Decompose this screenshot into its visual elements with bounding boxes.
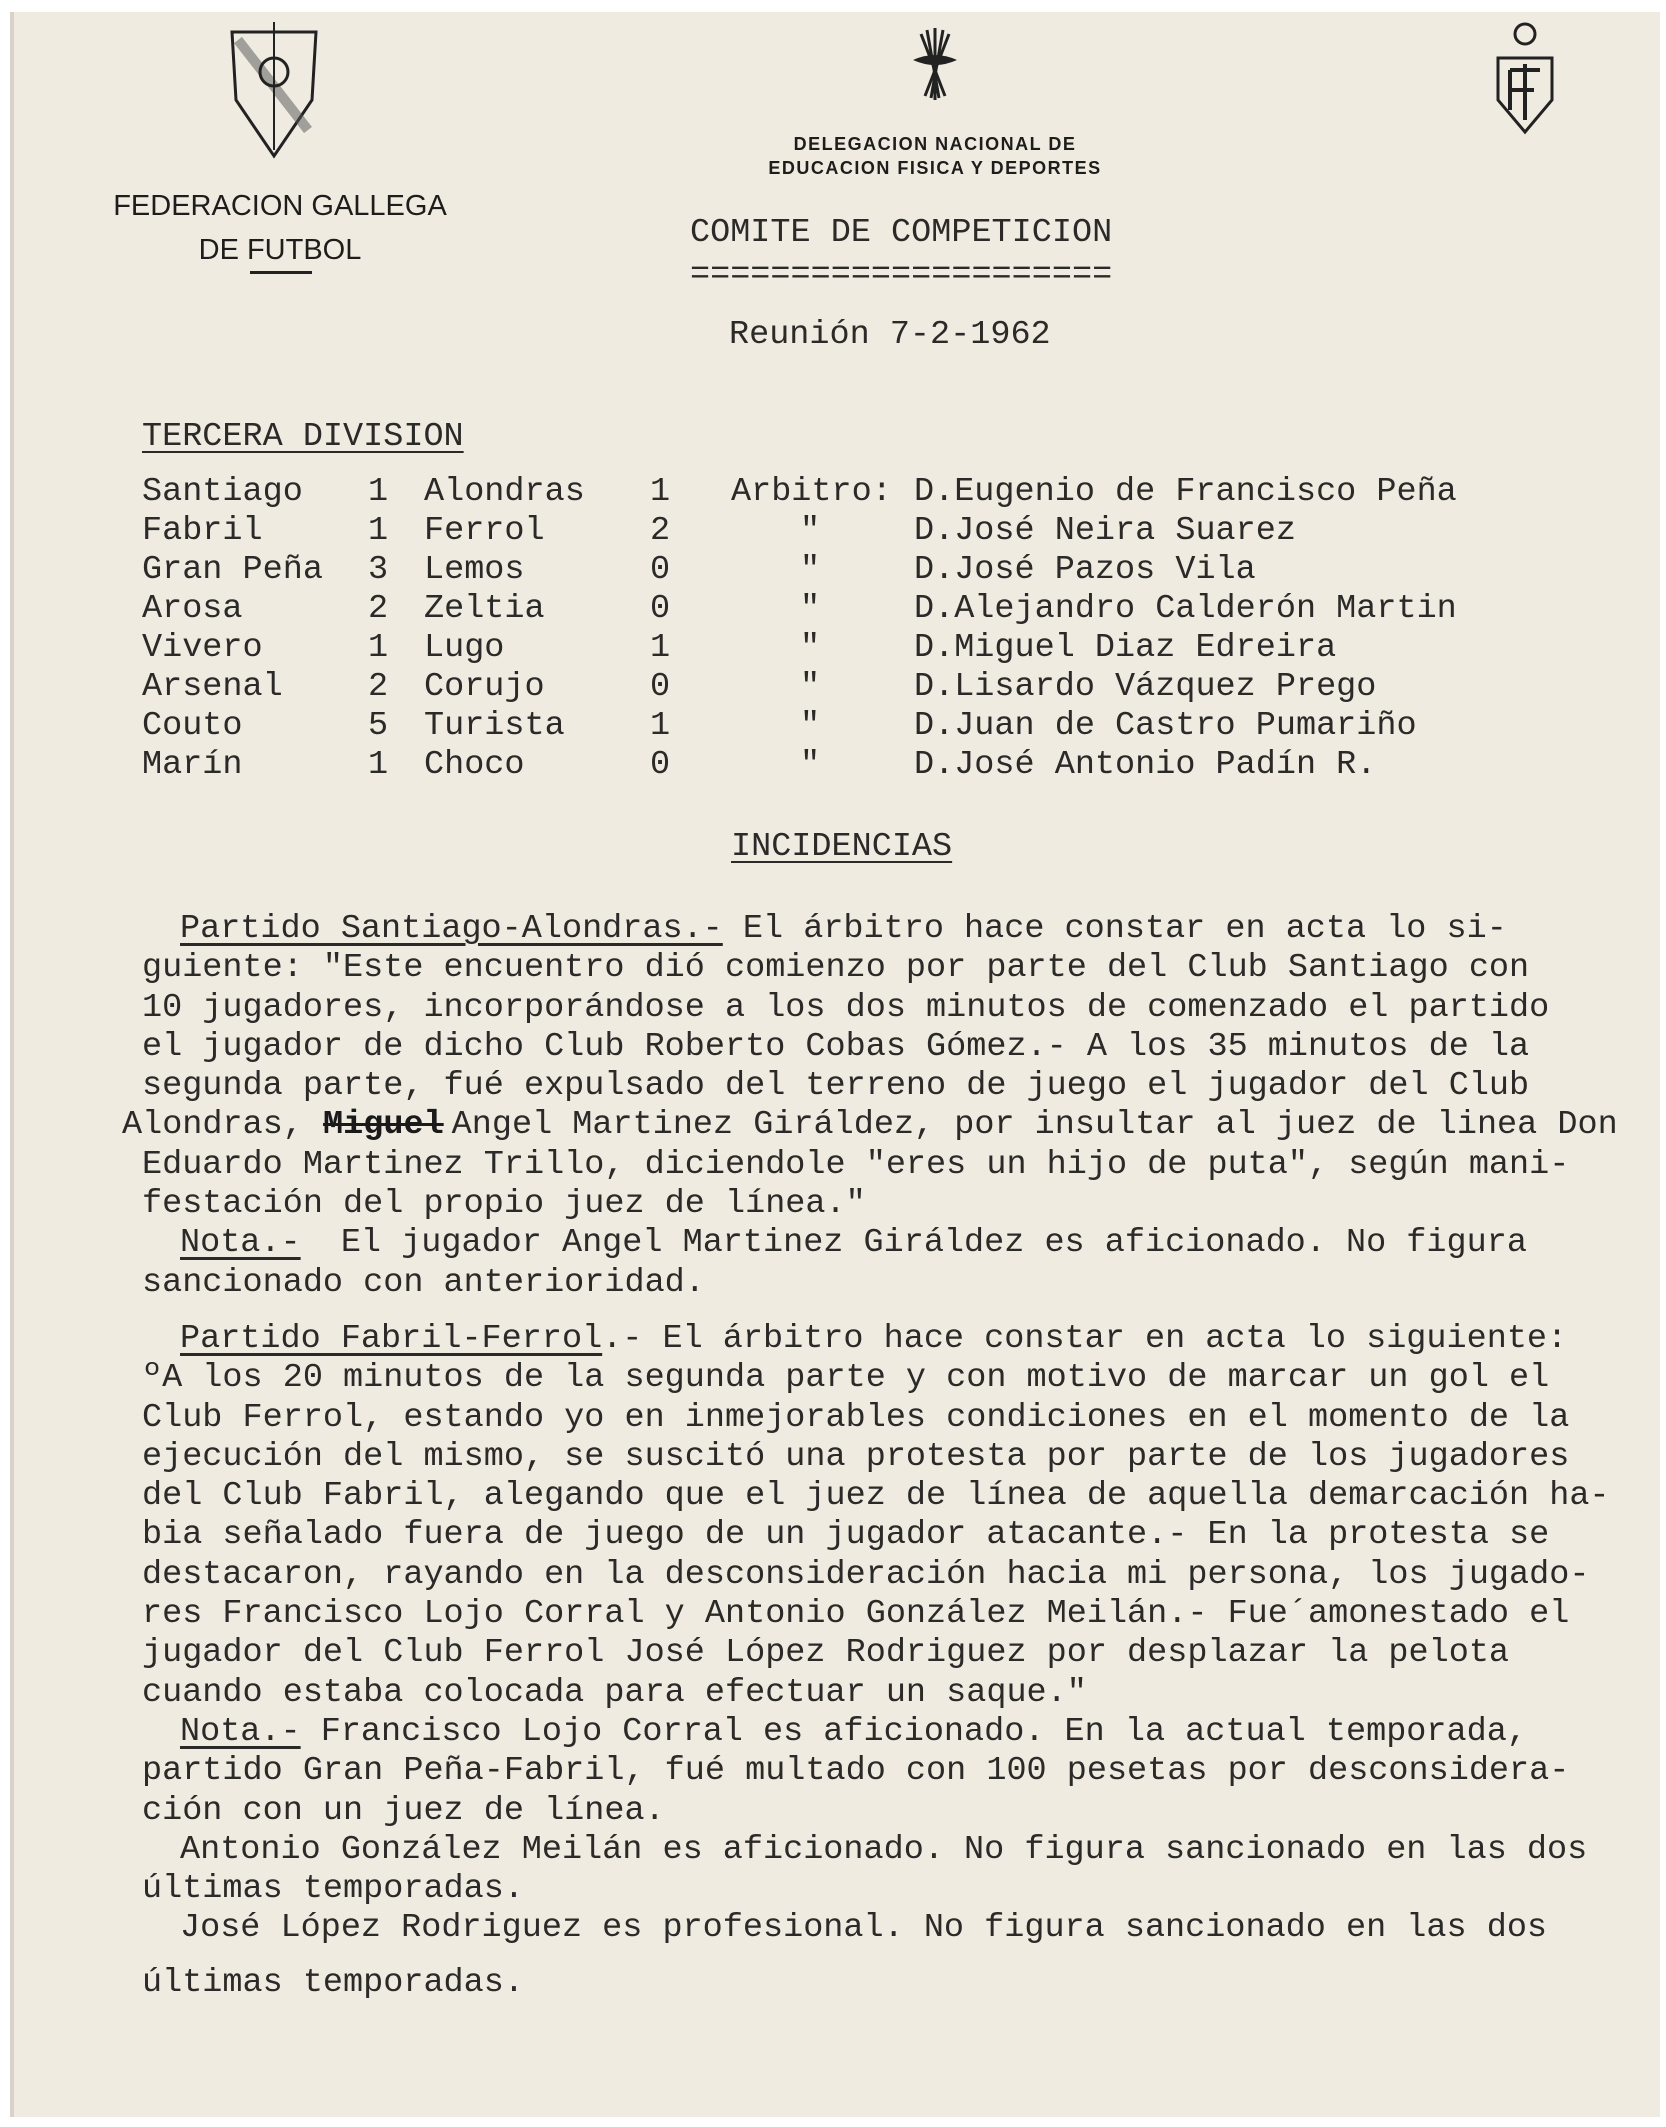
home-score: 3 bbox=[368, 551, 389, 589]
text-line: cuando estaba colocada para efectuar un saque." bbox=[142, 1673, 1087, 1712]
federation-shield-logo bbox=[228, 20, 320, 160]
text-line: Antonio González Meilán es aficionado. No figura sancionado en las dos bbox=[180, 1830, 1588, 1869]
away-team: Alondras bbox=[424, 473, 585, 511]
ditto-mark: " bbox=[800, 746, 821, 784]
away-team: Ferrol bbox=[424, 512, 545, 550]
text-line: últimas temporadas. bbox=[142, 1870, 524, 1909]
spanish-federation-crest bbox=[1492, 20, 1558, 136]
away-team: Corujo bbox=[424, 668, 545, 706]
referee-name: D.José Neira Suarez bbox=[914, 512, 1296, 550]
federation-rule bbox=[250, 271, 312, 274]
home-team: Gran Peña bbox=[142, 551, 323, 589]
name-correction bbox=[323, 1106, 552, 1144]
federation-name-line2: DE FUTBOL bbox=[198, 234, 362, 266]
home-score: 1 bbox=[368, 629, 389, 667]
away-team: Turista bbox=[424, 707, 565, 745]
referee-name: D.Miguel Diaz Edreira bbox=[914, 629, 1337, 667]
text-line bbox=[0, 1106, 1618, 1145]
ditto-mark: " bbox=[800, 668, 821, 706]
ditto-mark: " bbox=[800, 629, 821, 667]
home-score: 5 bbox=[368, 707, 389, 745]
federation-name bbox=[100, 184, 460, 272]
committee-underline: ===================== bbox=[690, 256, 1113, 294]
text-line: el jugador de dicho Club Roberto Cobas Gómez.- A los 35 minutos de la bbox=[142, 1027, 1530, 1066]
text-line: partido Gran Peña-Fabril, fué multado con 100 pesetas por desconsidera- bbox=[142, 1752, 1570, 1791]
away-team: Zeltia bbox=[424, 590, 545, 628]
text-line: destacaron, rayando en la desconsideración hacia mi persona, los jugado- bbox=[142, 1555, 1590, 1594]
text-line: festación del propio juez de línea." bbox=[142, 1185, 866, 1224]
fasces-emblem bbox=[905, 26, 965, 102]
home-team: Santiago bbox=[142, 473, 303, 511]
corrected-name: Angel bbox=[451, 1106, 553, 1145]
note-label: Nota.- bbox=[180, 1712, 301, 1751]
referee-name: D.Eugenio de Francisco Peña bbox=[914, 473, 1457, 511]
text-line: guiente: "Este encuentro dió comienzo por parte del Club Santiago con bbox=[142, 949, 1530, 988]
away-team: Lugo bbox=[424, 629, 505, 667]
delegation-name bbox=[700, 132, 1170, 180]
home-score: 1 bbox=[368, 473, 389, 511]
text-segment: El árbitro hace constar en acta lo si- bbox=[722, 910, 1507, 948]
home-score: 1 bbox=[368, 746, 389, 784]
text-line: 10 jugadores, incorporándose a los dos minutos de comenzado el partido bbox=[142, 988, 1550, 1027]
away-score: 1 bbox=[650, 629, 671, 667]
referee-name: D.Lisardo Vázquez Prego bbox=[914, 668, 1377, 706]
ditto-mark: " bbox=[800, 512, 821, 550]
referee-name: D.Juan de Castro Pumariño bbox=[914, 707, 1417, 745]
text-line: ejecución del mismo, se suscitó una protesta por parte de los jugadores bbox=[142, 1437, 1570, 1476]
referee-name: D.José Pazos Vila bbox=[914, 551, 1256, 589]
incident-title: Partido Fabril-Ferrol bbox=[180, 1320, 603, 1358]
home-team: Fabril bbox=[142, 512, 263, 550]
referee-label: Arbitro: bbox=[731, 473, 892, 511]
referee-name: D.José Antonio Padín R. bbox=[914, 746, 1377, 784]
incident-santiago-alondras bbox=[0, 910, 1618, 1303]
text-segment: Francisco Lojo Corral es aficionado. En la actual temporada, bbox=[300, 1712, 1527, 1751]
home-score: 2 bbox=[368, 590, 389, 628]
text-line: ción con un juez de línea. bbox=[142, 1791, 665, 1830]
away-score: 0 bbox=[650, 590, 671, 628]
away-score: 0 bbox=[650, 668, 671, 706]
home-team: Couto bbox=[142, 707, 243, 745]
text-segment: Martinez Giráldez, por insultar al juez de linea Don bbox=[552, 1106, 1618, 1145]
away-score: 0 bbox=[650, 746, 671, 784]
text-segment: Alondras, bbox=[122, 1106, 324, 1145]
home-team: Vivero bbox=[142, 629, 263, 667]
text-line: José López Rodriguez es profesional. No figura sancionado en las dos bbox=[180, 1909, 1548, 1948]
home-score: 1 bbox=[368, 512, 389, 550]
incidents-heading: INCIDENCIAS bbox=[731, 828, 953, 866]
away-score: 0 bbox=[650, 551, 671, 589]
text-line: últimas temporadas. bbox=[142, 1963, 524, 2002]
text-line bbox=[0, 910, 1618, 949]
text-line: Club Ferrol, estando yo en inmejorables condiciones en el momento de la bbox=[142, 1398, 1570, 1437]
ditto-mark: " bbox=[800, 590, 821, 628]
ditto-mark: " bbox=[800, 551, 821, 589]
note-label: Nota.- bbox=[180, 1224, 301, 1263]
ditto-mark: " bbox=[800, 707, 821, 745]
text-line bbox=[0, 1320, 1610, 1359]
committee-title: COMITE DE COMPETICION bbox=[690, 214, 1113, 252]
home-team: Marín bbox=[142, 746, 243, 784]
away-score: 2 bbox=[650, 512, 671, 550]
delegation-line1: DELEGACION NACIONAL DE bbox=[793, 134, 1077, 154]
division-heading: TERCERA DIVISION bbox=[142, 418, 464, 456]
text-line: bia señalado fuera de juego de un jugador atacante.- En la protesta se bbox=[142, 1516, 1550, 1555]
struck-name: Miguel bbox=[323, 1106, 444, 1145]
home-team: Arosa bbox=[142, 590, 243, 628]
text-line bbox=[0, 1713, 1610, 1752]
text-line: res Francisco Lojo Corral y Antonio González Meilán.- Fue´amonestado el bbox=[142, 1595, 1570, 1634]
away-team: Lemos bbox=[424, 551, 525, 589]
text-segment: El jugador Angel Martinez Giráldez es aficionado. No figura bbox=[300, 1224, 1527, 1263]
away-score: 1 bbox=[650, 473, 671, 511]
incident-title: Partido Santiago-Alondras.- bbox=[180, 910, 723, 948]
away-score: 1 bbox=[650, 707, 671, 745]
text-line bbox=[0, 1224, 1618, 1263]
text-line: ºA los 20 minutos de la segunda parte y con motivo de marcar un gol el bbox=[142, 1359, 1550, 1398]
text-segment: .- El árbitro hace constar en acta lo siguiente: bbox=[602, 1320, 1568, 1358]
text-line: segunda parte, fué expulsado del terreno de juego el jugador del Club bbox=[142, 1067, 1530, 1106]
home-score: 2 bbox=[368, 668, 389, 706]
home-team: Arsenal bbox=[142, 668, 283, 706]
incident-fabril-ferrol bbox=[0, 1320, 1610, 2003]
text-line: del Club Fabril, alegando que el juez de línea de aquella demarcación ha- bbox=[142, 1477, 1610, 1516]
away-team: Choco bbox=[424, 746, 525, 784]
text-line: sancionado con anterioridad. bbox=[142, 1263, 705, 1302]
federation-name-line1: FEDERACION GALLEGA bbox=[113, 190, 447, 222]
text-line: jugador del Club Ferrol José López Rodriguez por desplazar la pelota bbox=[142, 1634, 1510, 1673]
referee-name: D.Alejandro Calderón Martin bbox=[914, 590, 1457, 628]
meeting-date: Reunión 7-2-1962 bbox=[729, 316, 1051, 354]
text-line: Eduardo Martinez Trillo, diciendole "eres un hijo de puta", según mani- bbox=[142, 1145, 1570, 1184]
delegation-line2: EDUCACION FISICA Y DEPORTES bbox=[768, 158, 1102, 178]
